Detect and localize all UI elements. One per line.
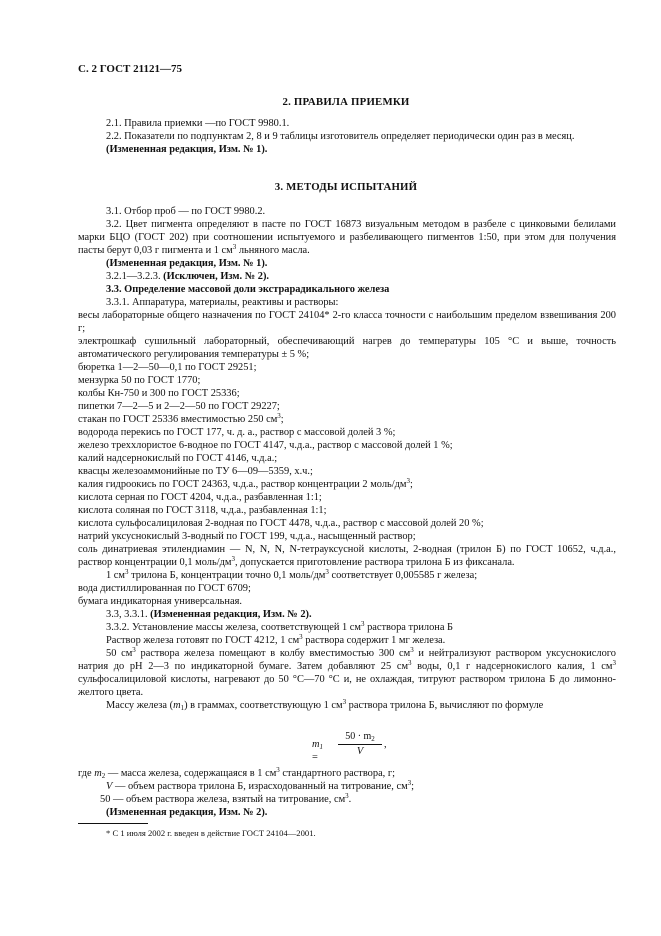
paragraph-3-2-1: 3.2.1—3.2.3. (Исключен, Изм. № 2). — [106, 271, 270, 282]
reagent-item: вода дистиллированная по ГОСТ 6709; — [78, 583, 251, 594]
legend-50: 50 — объем раствора железа, взятый на титрование, $см^3$. — [100, 792, 352, 805]
solution-paragraph: Раствор железа готовят по ГОСТ 4212, 1 $см^3$ раствора содержит 1 мг железа. — [106, 633, 446, 646]
formula-numerator: $50 \cdot m_2$ — [338, 730, 382, 745]
section-title-acceptance: 2. ПРАВИЛА ПРИЕМКИ — [282, 96, 410, 108]
equipment-item: электрошкаф сушильный лабораторный, обеспечивающий нагрев до температуры 105 °С и выше, точность автоматического регулирования температуры ± 5 %; — [78, 336, 616, 360]
formula-fraction — [338, 730, 382, 758]
reagent-item: кислота соляная по ГОСТ 3118, ч.д.а., разбавленная 1:1; — [78, 505, 327, 516]
formula-legend — [78, 767, 616, 819]
section-acceptance-body — [78, 117, 616, 156]
reagent-item: квасцы железоаммонийные по ТУ 6—09—5359, х.ч.; — [78, 466, 313, 477]
section-title-methods: 3. МЕТОДЫ ИСПЫТАНИЙ — [274, 181, 418, 193]
edition-note: 3.3, 3.3.1. (Измененная редакция, Изм. № 2). — [106, 609, 312, 620]
paragraph-3-3-2: 3.3.2. Установление массы железа, соответствующей 1 $см^3$ раствора трилона Б — [106, 620, 454, 633]
paragraph-2-2: 2.2. Показатели по подпунктам 2, 8 и 9 таблицы изготовитель определяет периодически один раз в месяц. — [106, 131, 575, 142]
reagent-item: бумага индикаторная универсальная. — [78, 596, 242, 607]
reagent-item: кислота сульфосалициловая 2-водная по ГОСТ 4478, ч.д.а., раствор с массовой долей 20 %; — [78, 518, 484, 529]
equipment-item: весы лабораторные общего назначения по ГОСТ 24104* 2-го класса точности с наибольшим пределом взвешивания 200 г; — [78, 310, 616, 334]
paragraph-3-3-heading: 3.3. Определение массовой доли экстрарадикального железа — [106, 284, 390, 295]
reagent-item: калий надсернокислый по ГОСТ 4146, ч.д.а.; — [78, 453, 278, 464]
reagent-item: натрий уксуснокислый 3-водный по ГОСТ 199, ч.д.а., насыщенный раствор; — [78, 531, 416, 542]
formula-lhs: $m_1$ = — [312, 739, 324, 763]
mass-formula-intro: Массу железа $(m_1)$ в граммах, соответствующую 1 $см^3$ раствора трилона Б, вычисляют по формуле — [106, 698, 544, 712]
paragraph-3-1: 3.1. Отбор проб — по ГОСТ 9980.2. — [106, 206, 266, 217]
reagent-item: кислота серная по ГОСТ 4204, ч.д.а., разбавленная 1:1; — [78, 492, 322, 503]
edition-note: (Измененная редакция, Изм. № 1). — [106, 144, 268, 155]
equipment-item: бюретка 1—2—50—0,1 по ГОСТ 29251; — [78, 362, 257, 373]
formula-comma: , — [384, 739, 387, 750]
legend-m2: где $m_2$ — масса железа, содержащаяся в 1 $см^3$ стандартного раствора, г; — [78, 766, 396, 780]
formula-denominator: V — [356, 746, 364, 757]
paragraph-3-3-1: 3.3.1. Аппаратура, материалы, реактивы и растворы: — [106, 297, 339, 308]
titration-paragraph: 50 $см^3$ раствора железа помещают в колбу вместимостью 300 $см^3$ и нейтрализуют раствором уксуснокислого натрия до рН 2—3 по индикаторной бумаге. Затем добавляют 25 $см^3$ воды, 0,1 г надсернокислого калия, 1 $см^3$ сульфосалициловой кислоты, нагревают до 50 °С—70 °С и, не охлаждая, титруют раствором трилона Б до лимонно-желтого цвета. — [78, 646, 616, 698]
footnote-rule — [78, 823, 148, 824]
equipment-item: стакан по ГОСТ 25336 вместимостью 250 $см^3$; — [78, 412, 284, 425]
paragraph-2-1: 2.1. Правила приемки —по ГОСТ 9980.1. — [106, 118, 290, 129]
edition-note: (Измененная редакция, Изм. № 1). — [106, 258, 268, 269]
equipment-item: мензурка 50 по ГОСТ 1770; — [78, 375, 201, 386]
page-header: С. 2 ГОСТ 21121—75 — [78, 63, 183, 75]
reagent-item: калия гидроокись по ГОСТ 24363, ч.д.а., раствор концентрации 2 моль/$дм^3$; — [78, 477, 413, 490]
equipment-item: колбы Кн-750 и 300 по ГОСТ 25336; — [78, 388, 240, 399]
footnote: * С 1 июля 2002 г. введен в действие ГОСТ 24104—2001. — [106, 828, 316, 838]
edition-note: (Измененная редакция, Изм. № 2). — [106, 807, 268, 818]
reagent-item: водорода перекись по ГОСТ 177, ч. д. а., раствор с массовой долей 3 %; — [78, 427, 396, 438]
reagent-item: соль динатриевая этилендиамин — N, N, N, N-тетрауксусной кислоты, 2-водная (трилон Б) по ГОСТ 10652, ч.д.а., раствор концентрации 0,1 моль/$дм^3$, допускается приготовление раствора трилона Б из фиксанала. — [78, 544, 616, 568]
legend-v: V — объем раствора трилона Б, израсходованный на титрование, $см^3$; — [106, 779, 415, 792]
reagent-item: 1 $см^3$ трилона Б, концентрации точно 0,1 моль/$дм^3$ соответствует 0,005585 г железа; — [106, 568, 478, 581]
reagent-item: железо треххлористое 6-водное по ГОСТ 4147, ч.д.а., раствор с массовой долей 1 %; — [78, 440, 453, 451]
section-methods-body — [78, 205, 616, 712]
equipment-item: пипетки 7—2—5 и 2—2—50 по ГОСТ 29227; — [78, 401, 280, 412]
paragraph-3-2: 3.2. Цвет пигмента определяют в пасте по ГОСТ 16873 визуальным методом в разбеле с цинковыми белилами марки БЦО (ГОСТ 202) при соотношении испытуемого и разбеливающего пигментов 1:50, при этом для получения пасты берут 0,03 г пигмента и 1 $см^3$ льняного масла. — [78, 219, 616, 256]
